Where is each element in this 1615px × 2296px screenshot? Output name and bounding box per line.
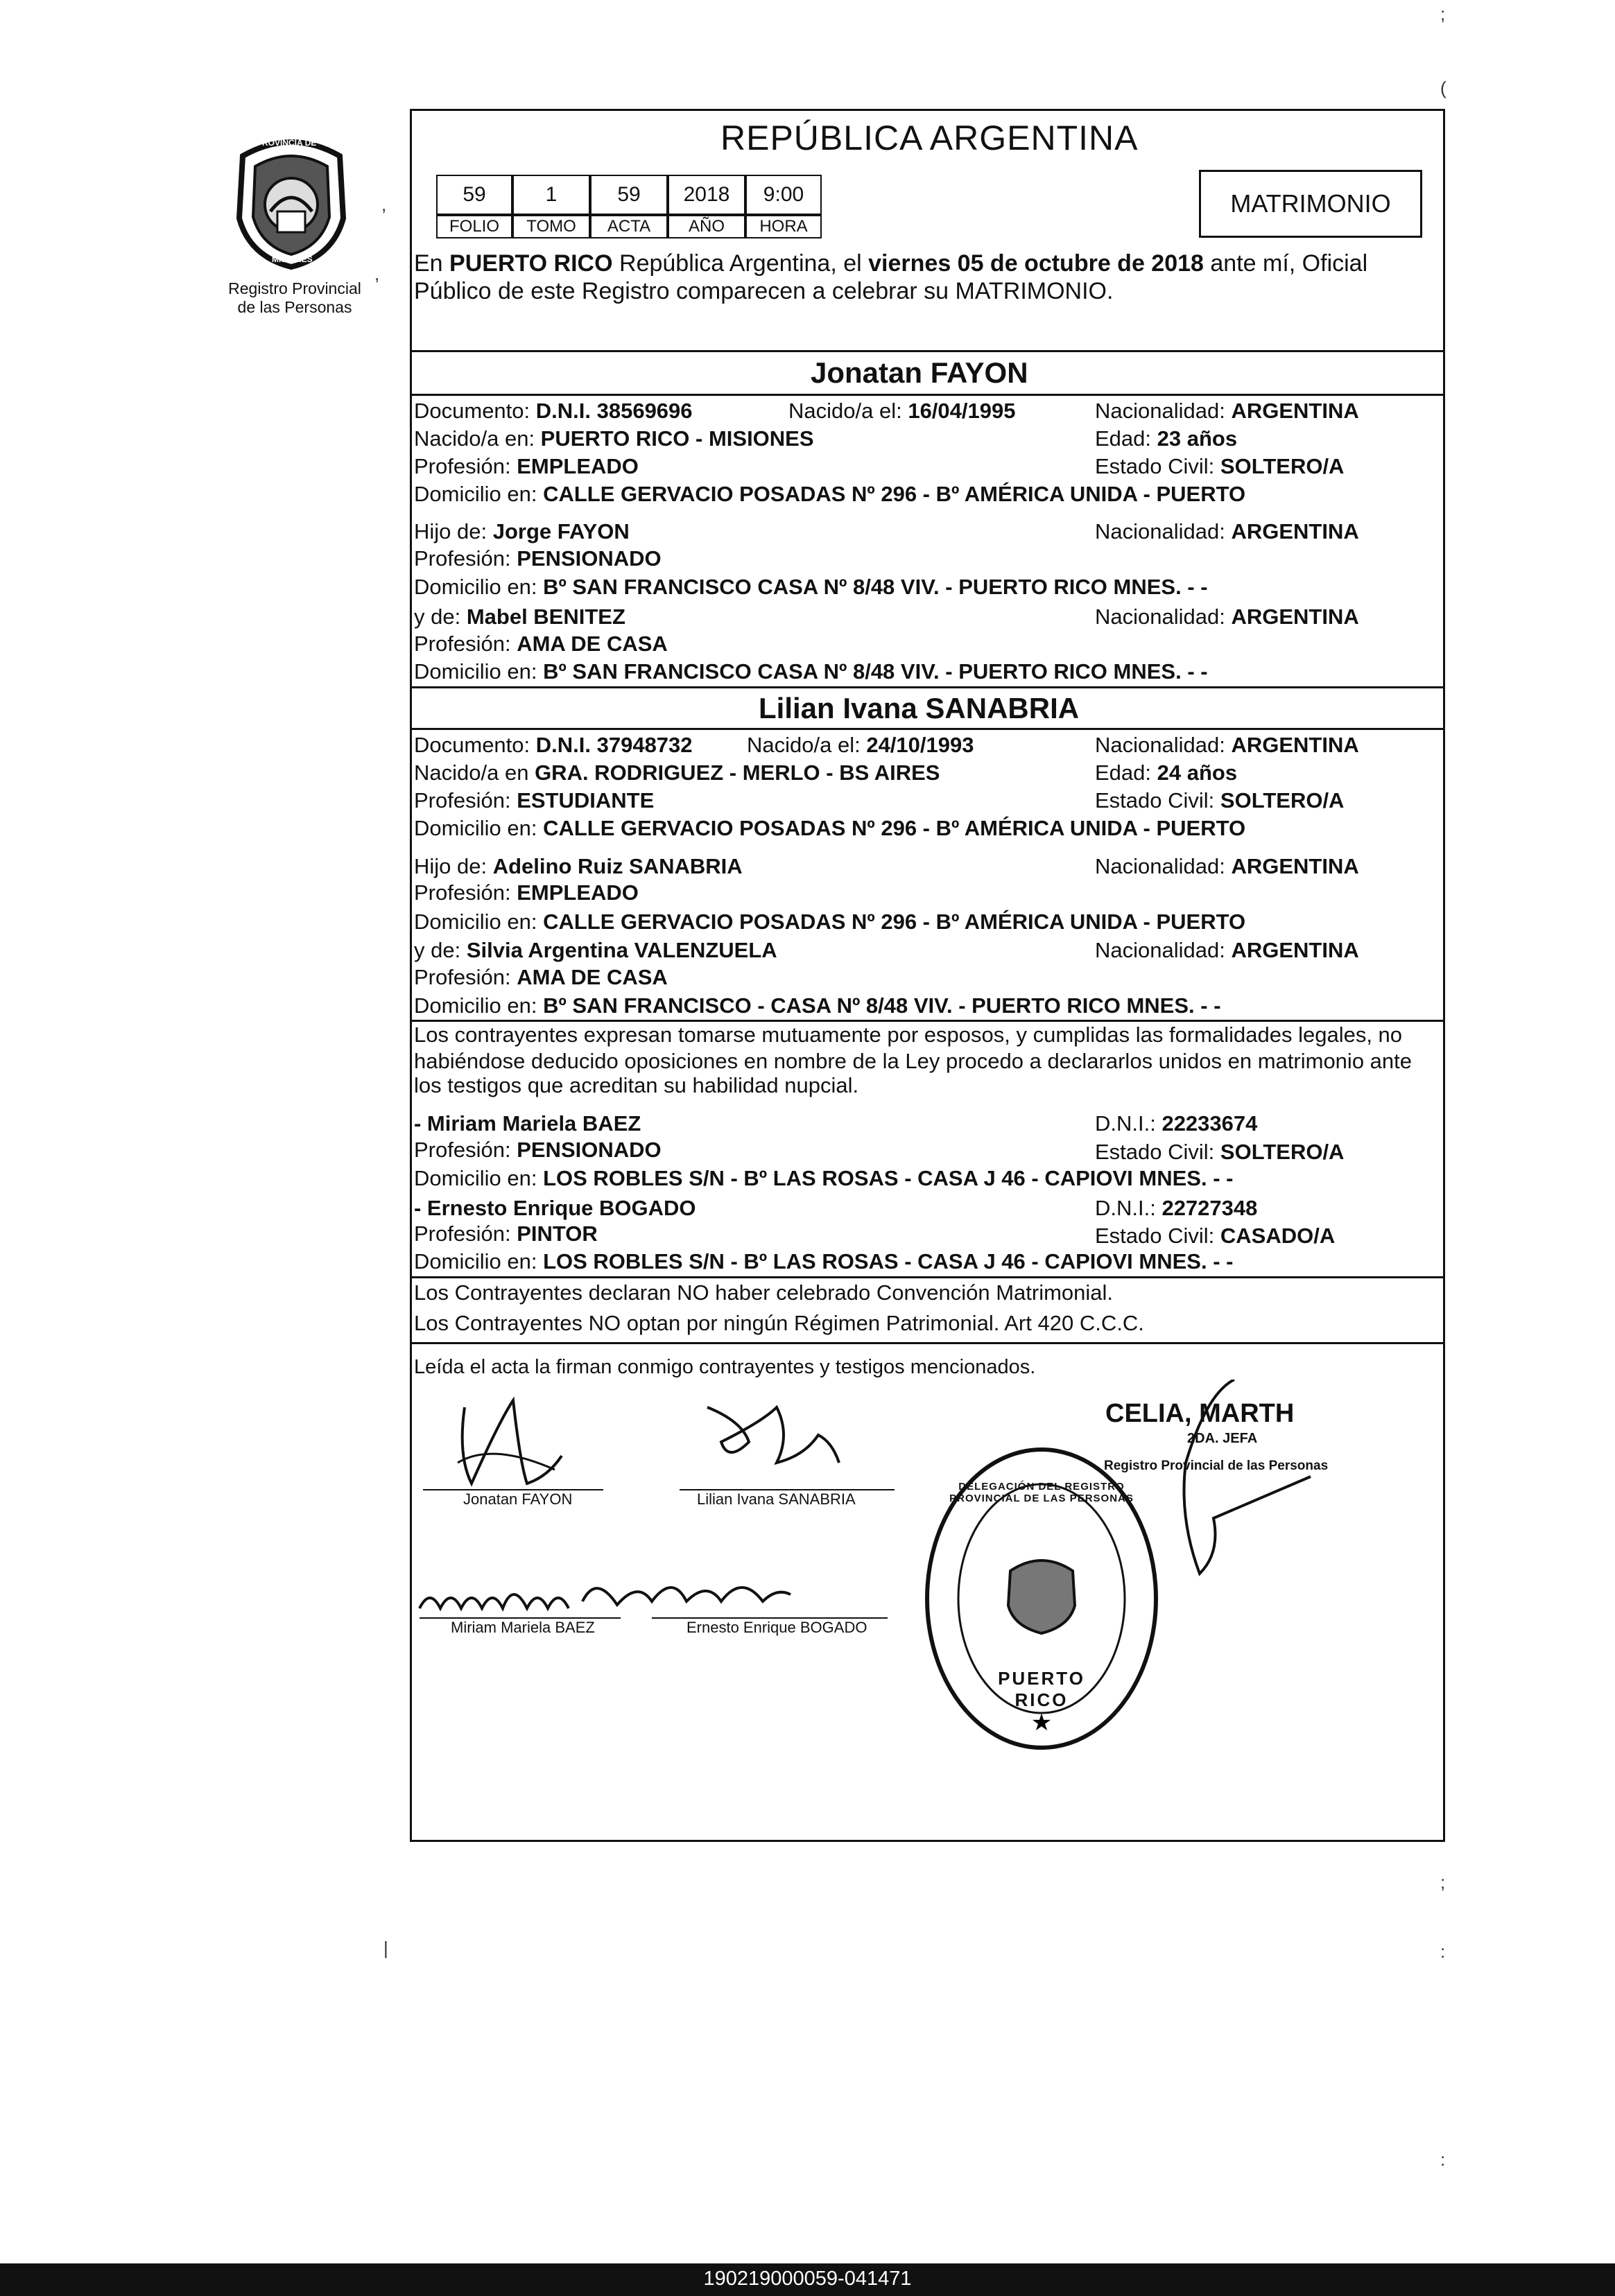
spouse2-mother-address: Domicilio en: Bº SAN FRANCISCO - CASA Nº 8/48 VIV. - PUERTO RICO MNES. - - bbox=[414, 993, 1221, 1018]
witness1-profession: Profesión: PENSIONADO bbox=[414, 1138, 662, 1162]
divider bbox=[410, 1342, 1445, 1344]
registry-caption-line2: de las Personas bbox=[237, 298, 352, 316]
spouse2-mother-profession: Profesión: AMA DE CASA bbox=[414, 965, 668, 989]
act-type-label: MATRIMONIO bbox=[1230, 189, 1391, 218]
intro-text: República Argentina, el bbox=[612, 250, 869, 277]
page-title: REPÚBLICA ARGENTINA bbox=[720, 119, 1139, 157]
margin-mark: ( bbox=[1440, 78, 1446, 98]
intro-line-1 bbox=[414, 250, 1367, 277]
officer-organization: Registro Provincial de las Personas bbox=[1104, 1459, 1329, 1473]
svg-text:★: ★ bbox=[1030, 1710, 1053, 1736]
hora-label: HORA bbox=[745, 215, 822, 238]
spouse1-name: Jonatan FAYON bbox=[811, 356, 1028, 389]
registry-emblem bbox=[229, 135, 354, 274]
spouse1-document: Documento: D.N.I. 38569696 bbox=[414, 399, 693, 423]
intro-line-2: Público de este Registro comparecen a celebrar su MATRIMONIO. bbox=[414, 278, 1114, 304]
margin-mark: , bbox=[374, 263, 380, 284]
intro-text: ante mí, Oficial bbox=[1203, 250, 1368, 277]
declaration-line-1: Los contrayentes expresan tomarse mutuamente por esposos, y cumplidas las formalidades legales, no bbox=[414, 1023, 1403, 1047]
registry-caption-line1: Registro Provincial bbox=[228, 279, 361, 297]
spouse2-father-profession: Profesión: EMPLEADO bbox=[414, 880, 639, 905]
seal-city-text: PUERTO RICO bbox=[998, 1668, 1085, 1710]
divider bbox=[410, 1276, 1445, 1278]
spouse1-address: Domicilio en: CALLE GERVACIO POSADAS Nº 296 - Bº AMÉRICA UNIDA - PUERTO bbox=[414, 482, 1246, 506]
spouse1-mother: y de: Mabel BENITEZ bbox=[414, 605, 625, 629]
spouse2-age: Edad: 24 años bbox=[1095, 760, 1238, 785]
delegation-seal bbox=[917, 1439, 1166, 1758]
intro-city: PUERTO RICO bbox=[449, 250, 613, 277]
folio-label: FOLIO bbox=[436, 215, 512, 238]
declaration-line-2: habiéndose deducido oposiciones en nombre de la Ley procedo a declararlos unidos en matrimonio ante bbox=[414, 1049, 1413, 1073]
witness2-dni: D.N.I.: 22727348 bbox=[1095, 1196, 1258, 1220]
spouse2-birthdate: Nacido/a el: 24/10/1993 bbox=[747, 733, 974, 757]
anio-label: AÑO bbox=[668, 215, 745, 238]
witness1-name: - Miriam Mariela BAEZ bbox=[414, 1111, 641, 1136]
spouse1-mother-address: Domicilio en: Bº SAN FRANCISCO CASA Nº 8/48 VIV. - PUERTO RICO MNES. - - bbox=[414, 659, 1208, 684]
divider bbox=[410, 686, 1445, 688]
spouse1-civil-status: Estado Civil: SOLTERO/A bbox=[1095, 454, 1345, 478]
intro-date: viernes 05 de octubre de 2018 bbox=[868, 250, 1204, 277]
seal-outer-text: DELEGACIÓN DEL REGISTRO PROVINCIAL DE LAS PERSONAS bbox=[949, 1481, 1134, 1504]
margin-mark: | bbox=[383, 1938, 388, 1958]
patrimonial-regime-statement: Los Contrayentes NO optan por ningún Régimen Patrimonial. Art 420 C.C.C. bbox=[414, 1311, 1144, 1335]
intro-text: En bbox=[414, 250, 450, 277]
divider bbox=[410, 350, 1445, 352]
spouse2-birthplace: Nacido/a en GRA. RODRIGUEZ - MERLO - BS AIRES bbox=[414, 760, 940, 785]
document-code: 190219000059-041471 bbox=[703, 2268, 912, 2290]
tomo-value: 1 bbox=[512, 175, 590, 215]
reading-statement: Leída el acta la firman conmigo contrayentes y testigos mencionados. bbox=[414, 1356, 1036, 1378]
officer-title: 2DA. JEFA bbox=[1187, 1431, 1258, 1446]
signature-caption-witness2: Ernesto Enrique BOGADO bbox=[686, 1619, 867, 1636]
spouse1-father-address: Domicilio en: Bº SAN FRANCISCO CASA Nº 8/48 VIV. - PUERTO RICO MNES. - - bbox=[414, 575, 1208, 599]
witness2-address: Domicilio en: LOS ROBLES S/N - Bº LAS ROSAS - CASA J 46 - CAPIOVI MNES. - - bbox=[414, 1249, 1234, 1273]
signature-caption-spouse1: Jonatan FAYON bbox=[463, 1490, 573, 1508]
spouse2-father-address: Domicilio en: CALLE GERVACIO POSADAS Nº 296 - Bº AMÉRICA UNIDA - PUERTO bbox=[414, 910, 1246, 934]
registry-caption bbox=[208, 279, 381, 317]
witness2-name: - Ernesto Enrique BOGADO bbox=[414, 1196, 696, 1220]
province-seal-icon bbox=[229, 135, 354, 274]
spouse1-father-profession: Profesión: PENSIONADO bbox=[414, 546, 662, 571]
officer-name: CELIA, MARTH bbox=[1105, 1399, 1295, 1428]
acta-value: 59 bbox=[590, 175, 668, 215]
margin-mark: ; bbox=[1440, 3, 1446, 24]
spouse1-age: Edad: 23 años bbox=[1095, 426, 1238, 451]
witness1-civil-status: Estado Civil: SOLTERO/A bbox=[1095, 1140, 1345, 1164]
acta-label: ACTA bbox=[590, 215, 668, 238]
declaration-line-3: los testigos que acreditan su habilidad nupcial. bbox=[414, 1073, 859, 1097]
spouse1-profession: Profesión: EMPLEADO bbox=[414, 454, 639, 478]
footer-bar bbox=[0, 2263, 1615, 2296]
folio-value: 59 bbox=[436, 175, 512, 215]
spouse1-nationality: Nacionalidad: ARGENTINA bbox=[1095, 399, 1359, 423]
hora-value: 9:00 bbox=[745, 175, 822, 215]
divider bbox=[410, 394, 1445, 396]
emblem-lettering-top: PROVINCIA DE bbox=[257, 138, 317, 148]
spouse1-father: Hijo de: Jorge FAYON bbox=[414, 519, 630, 543]
spouse2-father-nationality: Nacionalidad: ARGENTINA bbox=[1095, 854, 1359, 878]
divider bbox=[410, 728, 1445, 730]
tomo-label: TOMO bbox=[512, 215, 590, 238]
spouse1-mother-nationality: Nacionalidad: ARGENTINA bbox=[1095, 605, 1359, 629]
act-type-box bbox=[1199, 170, 1422, 238]
margin-mark: : bbox=[1440, 1941, 1446, 1962]
margin-mark: : bbox=[1440, 2149, 1446, 2170]
spouse2-document: Documento: D.N.I. 37948732 bbox=[414, 733, 693, 757]
spouse2-nationality: Nacionalidad: ARGENTINA bbox=[1095, 733, 1359, 757]
signature-caption-spouse2: Lilian Ivana SANABRIA bbox=[697, 1490, 856, 1508]
spouse2-father: Hijo de: Adelino Ruiz SANABRIA bbox=[414, 854, 743, 878]
emblem-lettering-bottom: MISIONES bbox=[272, 254, 313, 264]
spouse2-civil-status: Estado Civil: SOLTERO/A bbox=[1095, 788, 1345, 812]
spouse1-mother-profession: Profesión: AMA DE CASA bbox=[414, 632, 668, 656]
margin-mark: , bbox=[381, 194, 387, 215]
spouse2-mother: y de: Silvia Argentina VALENZUELA bbox=[414, 938, 777, 962]
witness1-dni: D.N.I.: 22233674 bbox=[1095, 1111, 1258, 1136]
witness1-address: Domicilio en: LOS ROBLES S/N - Bº LAS ROSAS - CASA J 46 - CAPIOVI MNES. - - bbox=[414, 1166, 1234, 1190]
signature-caption-witness1: Miriam Mariela BAEZ bbox=[451, 1619, 595, 1636]
convention-statement: Los Contrayentes declaran NO haber celebrado Convención Matrimonial. bbox=[414, 1280, 1114, 1305]
witness2-profession: Profesión: PINTOR bbox=[414, 1221, 598, 1246]
spouse1-birthdate: Nacido/a el: 16/04/1995 bbox=[788, 399, 1016, 423]
spouse1-birthplace: Nacido/a en: PUERTO RICO - MISIONES bbox=[414, 426, 814, 451]
spouse2-name: Lilian Ivana SANABRIA bbox=[759, 692, 1080, 724]
witness2-civil-status: Estado Civil: CASADO/A bbox=[1095, 1224, 1336, 1248]
margin-mark: ; bbox=[1440, 1872, 1446, 1893]
spouse2-mother-nationality: Nacionalidad: ARGENTINA bbox=[1095, 938, 1359, 962]
spouse2-address: Domicilio en: CALLE GERVACIO POSADAS Nº 296 - Bº AMÉRICA UNIDA - PUERTO bbox=[414, 816, 1246, 840]
spouse1-father-nationality: Nacionalidad: ARGENTINA bbox=[1095, 519, 1359, 543]
anio-value: 2018 bbox=[668, 175, 745, 215]
spouse2-profession: Profesión: ESTUDIANTE bbox=[414, 788, 655, 812]
